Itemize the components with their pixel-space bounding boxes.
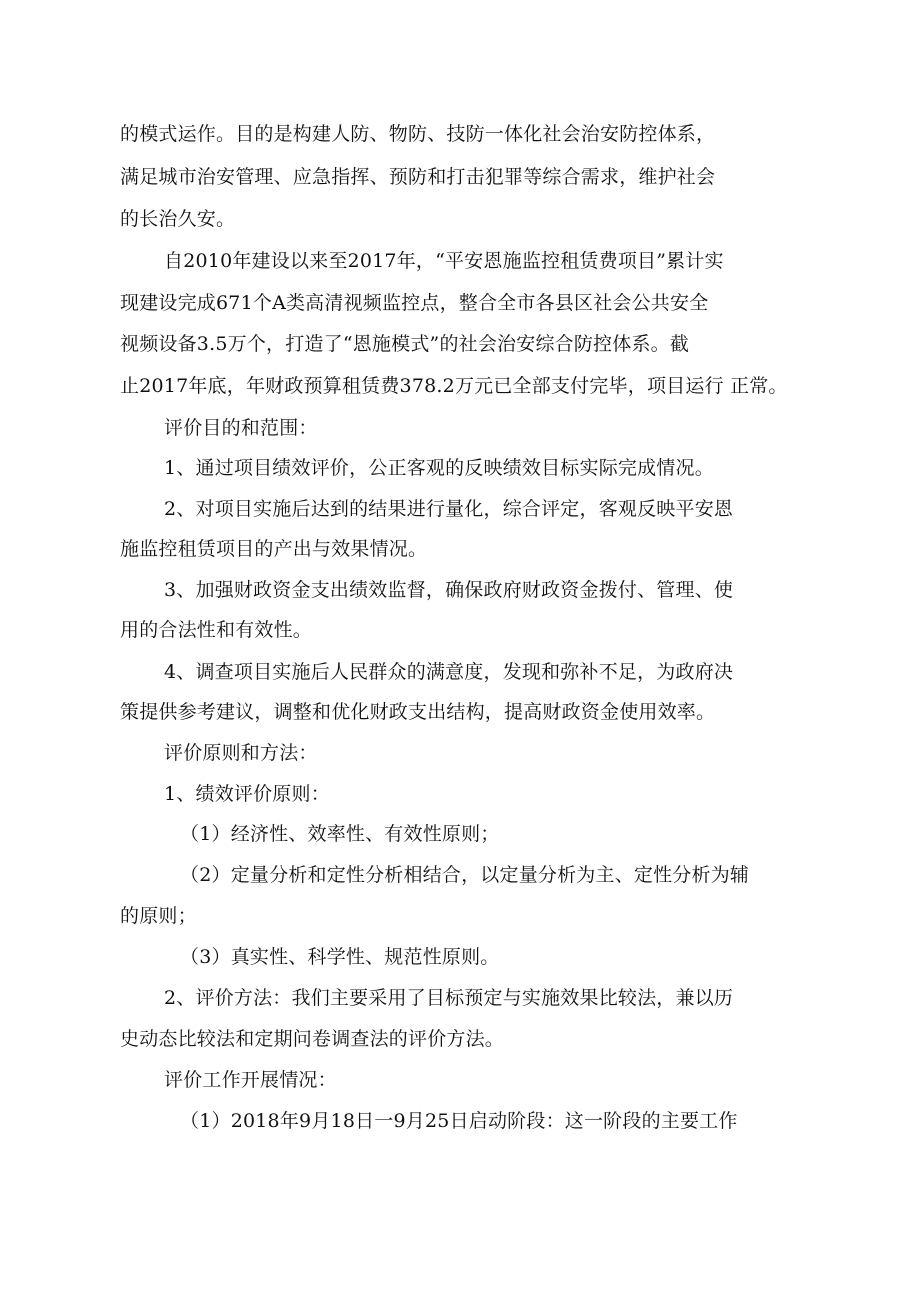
text-line-22: 2、评价方法：我们主要采用了目标预定与实施效果比较法，兼以历 <box>164 987 734 1009</box>
text-line-10: 2、对项目实施后达到的结果进行量化，综合评定，客观反映平安恩 <box>164 498 734 520</box>
text-line-13: 用的合法性和有效性。 <box>120 619 313 641</box>
text-line-4: 自2010年建设以来至2017年，“平安恩施监控租赁费项目”累计实 <box>164 250 724 272</box>
text-line-6: 视频设备3.5万个，打造了“恩施模式”的社会治安综合防控体系。截 <box>120 333 690 355</box>
text-line-11: 施监控租赁项目的产出与效果情况。 <box>120 538 428 560</box>
text-line-16: 评价原则和方法： <box>164 742 318 764</box>
text-line-24: 评价工作开展情况： <box>164 1069 337 1091</box>
text-line-7: 止2017年底，年财政预算租赁费378.2万元已全部支付完毕，项目运行 正常。 <box>120 375 788 397</box>
text-line-17: 1、绩效评价原则： <box>164 783 330 805</box>
text-line-1: 的模式运作。目的是构建人防、物防、技防一体化社会治安防控体系， <box>120 123 716 145</box>
text-line-19: （2）定量分析和定性分析相结合，以定量分析为主、定性分析为辅 <box>180 864 750 886</box>
text-line-23: 史动态比较法和定期问卷调查法的评价方法。 <box>120 1028 505 1050</box>
text-line-2: 满足城市治安管理、应急指挥、预防和打击犯罪等综合需求，维护社会 <box>120 166 716 188</box>
text-line-5: 现建设完成671个A类高清视频监控点，整合全市各县区社会公共安全 <box>120 292 709 314</box>
text-line-9: 1、通过项目绩效评价，公正客观的反映绩效目标实际完成情况。 <box>164 457 714 479</box>
text-line-21: （3）真实性、科学性、规范性原则。 <box>180 946 500 968</box>
text-line-12: 3、加强财政资金支出绩效监督，确保政府财政资金拨付、管理、使 <box>164 579 734 601</box>
text-line-25: （1）2018年9月18日一9月25日启动阶段：这一阶段的主要工作 <box>180 1110 738 1132</box>
text-line-20: 的原则； <box>120 905 197 927</box>
text-line-14: 4、调查项目实施后人民群众的满意度，发现和弥补不足，为政府决 <box>164 661 734 683</box>
text-line-15: 策提供参考建议，调整和优化财政支出结构，提高财政资金使用效率。 <box>120 701 716 723</box>
text-line-3: 的长治久安。 <box>120 208 236 230</box>
text-line-18: （1）经济性、效率性、有效性原则； <box>180 823 500 845</box>
text-line-8: 评价目的和范围： <box>164 417 318 439</box>
